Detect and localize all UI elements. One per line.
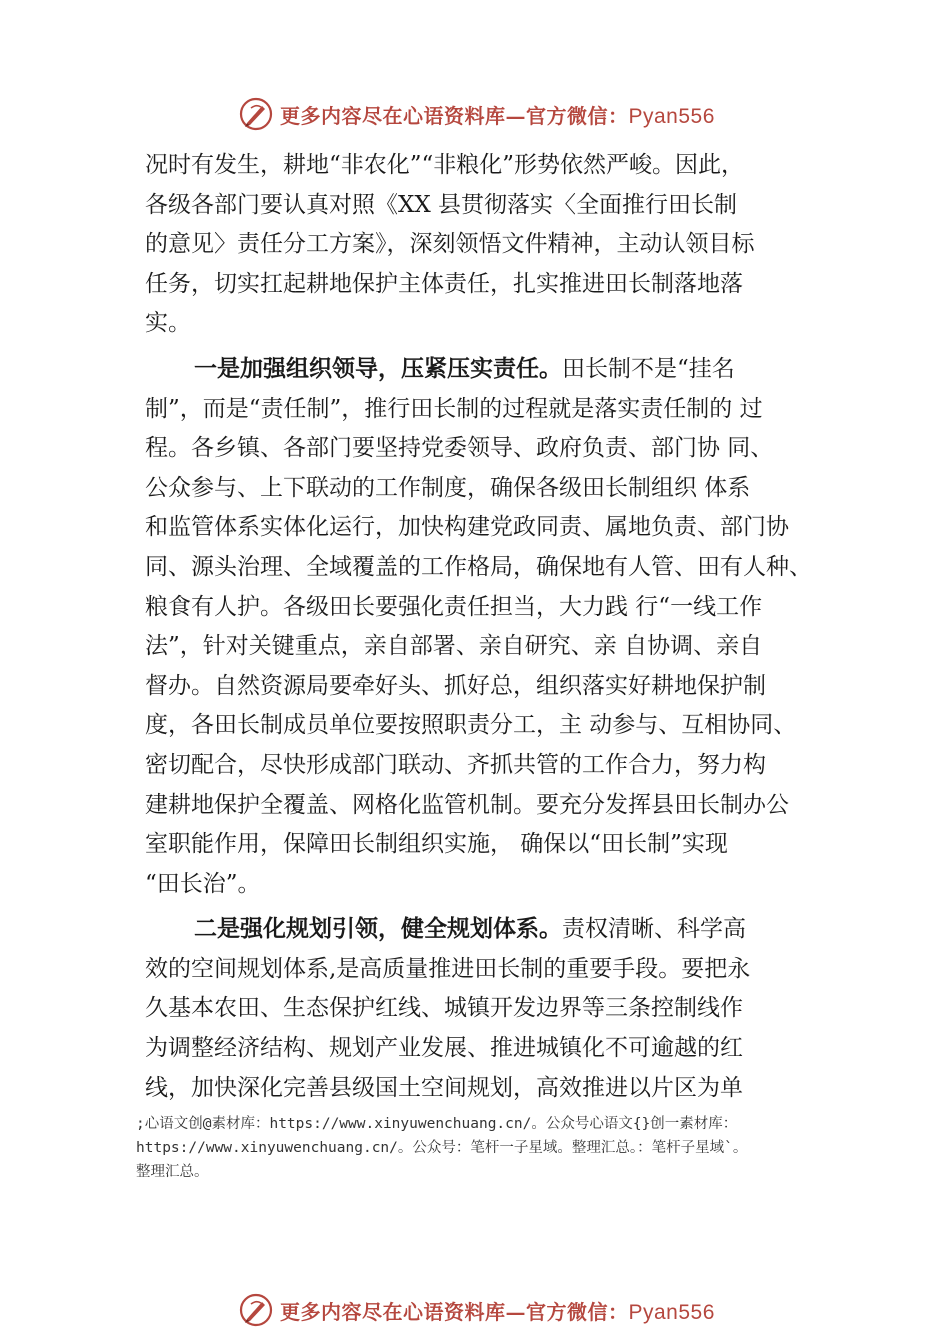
text-line: 线，加快深化完善县级国土空间规划，高效推进以片区为单 — [145, 1074, 743, 1101]
text-line: 督办。自然资源局要牵好头、抓好总，组织落实好耕地保护制 — [145, 672, 766, 699]
document-body — [145, 146, 835, 1108]
banner-handle: Pyan556 — [628, 1300, 715, 1324]
text-line: 为调整经济结构、规划产业发展、推进城镇化不可逾越的红 — [145, 1035, 743, 1062]
footer-banner — [238, 1290, 758, 1330]
footnote-line: 整理汇总。 — [136, 1164, 209, 1180]
footnote — [136, 1112, 856, 1184]
text-line: 任务，切实扛起耕地保护主体责任，扎实推进田长制落地落 — [145, 270, 743, 297]
footnote-line: https://www.xinyuwenchuang.cn/。公众号：笔杆一子星域。整理汇总。：笔杆子星域`。 — [136, 1140, 748, 1156]
text-line: 度，各田长制成员单位要按照职责分工，主 动参与、互相协同、 — [145, 712, 797, 739]
text-line: 效的空间规划体系,是高质量推进田长制的重要手段。要把永 — [145, 955, 751, 982]
text-line: 室职能作用，保障田长制组织实施， 确保以“田长制”实现 — [145, 831, 728, 858]
text-line: “田长治”。 — [145, 870, 261, 897]
banner-text: 更多内容尽在心语资料库—官方微信：Pyan556 — [280, 1299, 715, 1324]
paragraph-3 — [145, 910, 835, 1108]
paragraph-heading: 一是加强组织领导，压紧压实责任。 — [194, 355, 562, 382]
pen-logo-icon — [238, 1292, 274, 1328]
text-line: 各级各部门要认真对照《XX 县贯彻落实〈全面推行田长制 — [145, 191, 738, 218]
header-banner — [238, 94, 758, 134]
paragraph-1 — [145, 146, 835, 344]
text-line: 的意见〉责任分工方案》，深刻领悟文件精神，主动认领目标 — [145, 231, 755, 258]
paragraph-heading: 二是强化规划引领，健全规划体系。 — [194, 916, 562, 943]
text-run: 田长制不是“挂名 — [562, 355, 735, 382]
text-line: 况时有发生，耕地“非农化”“非粮化”形势依然严峻。因此， — [145, 152, 745, 178]
text-line: 公众参与、上下联动的工作制度，确保各级田长制组织 体系 — [145, 474, 751, 501]
text-line: 程。各乡镇、各部门要坚持党委领导、政府负责、部门协 同、 — [145, 435, 774, 462]
footnote-line: ;心语文创@素材库：https://www.xinyuwenchuang.cn/。公众号心语文{}创一素材库： — [136, 1116, 738, 1132]
banner-handle: Pyan556 — [628, 104, 715, 128]
paragraph-first-line — [145, 350, 835, 390]
pen-logo-icon — [238, 96, 274, 132]
paragraph-2 — [145, 350, 835, 904]
text-line: 建耕地保护全覆盖、网格化监管机制。要充分发挥县田长制办公 — [145, 791, 789, 818]
text-line: 和监管体系实体化运行，加快构建党政同责、属地负责、部门协 — [145, 514, 789, 541]
paragraph-first-line — [145, 910, 835, 950]
text-run: 责权清晰、科学高 — [562, 916, 746, 943]
text-line: 粮食有人护。各级田长要强化责任担当，大力践 行“一线工作 — [145, 593, 763, 620]
text-line: 制”，而是“责任制”，推行田长制的过程就是落实责任制的 过 — [145, 395, 763, 422]
banner-text: 更多内容尽在心语资料库—官方微信：Pyan556 — [280, 103, 715, 128]
text-line: 实。 — [145, 310, 191, 337]
text-line: 密切配合，尽快形成部门联动、齐抓共管的工作合力，努力构 — [145, 751, 766, 778]
text-line: 久基本农田、生态保护红线、城镇开发边界等三条控制线作 — [145, 995, 743, 1022]
text-line: 同、源头治理、全域覆盖的工作格局，确保地有人管、田有人种、 — [145, 553, 812, 580]
text-line: 法”，针对关键重点，亲自部署、亲自研究、亲 自协调、亲自 — [145, 633, 763, 660]
